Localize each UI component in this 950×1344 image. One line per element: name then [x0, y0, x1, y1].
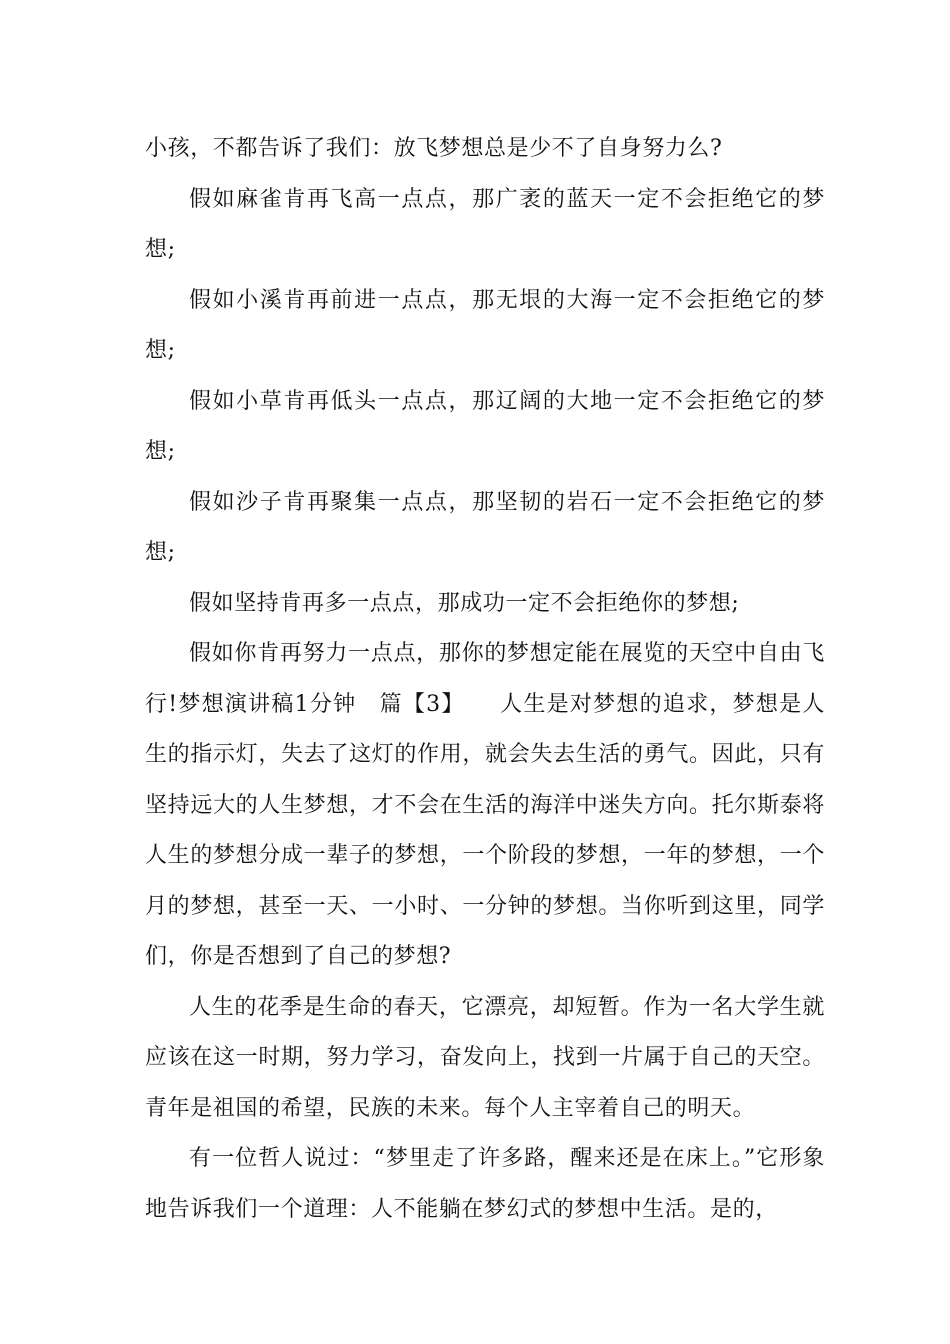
- paragraph-1: 小孩，不都告诉了我们：放飞梦想总是少不了自身努力么?: [145, 136, 723, 161]
- document-body: [145, 124, 825, 1235]
- paragraph-3: 假如小溪肯再前进一点点，那无垠的大海一定不会拒绝它的梦想;: [145, 287, 825, 363]
- paragraph-7: 假如你肯再努力一点点，那你的梦想定能在展览的天空中自由飞行!梦想演讲稿1分钟 篇【3】 人生是对梦想的追求，梦想是人生的指示灯，失去了这灯的作用，就会失去生活的勇气。因此，只有坚持远大的人生梦想，才不会在生活的海洋中迷失方向。托尔斯泰将人生的梦想分成一辈子的梦想，一个阶段的梦想，一年的梦想，一个月的梦想，甚至一天、一小时、一分钟的梦想。当你听到这里，同学们，你是否想到了自己的梦想?: [145, 641, 825, 969]
- paragraph-5: 假如沙子肯再聚集一点点，那坚韧的岩石一定不会拒绝它的梦想;: [145, 489, 825, 565]
- paragraph-4: 假如小草肯再低头一点点，那辽阔的大地一定不会拒绝它的梦想;: [145, 388, 825, 464]
- paragraph-2: 假如麻雀肯再飞高一点点，那广袤的蓝天一定不会拒绝它的梦想;: [145, 186, 825, 262]
- paragraph-9: 有一位哲人说过：“梦里走了许多路，醒来还是在床上。”它形象地告诉我们一个道理：人不能躺在梦幻式的梦想中生活。是的，: [145, 1146, 825, 1222]
- paragraph-8: 人生的花季是生命的春天，它漂亮，却短暂。作为一名大学生就应该在这一时期，努力学习，奋发向上，找到一片属于自己的天空。青年是祖国的希望，民族的未来。每个人主宰着自己的明天。: [145, 994, 825, 1121]
- paragraph-6: 假如坚持肯再多一点点，那成功一定不会拒绝你的梦想;: [189, 590, 740, 616]
